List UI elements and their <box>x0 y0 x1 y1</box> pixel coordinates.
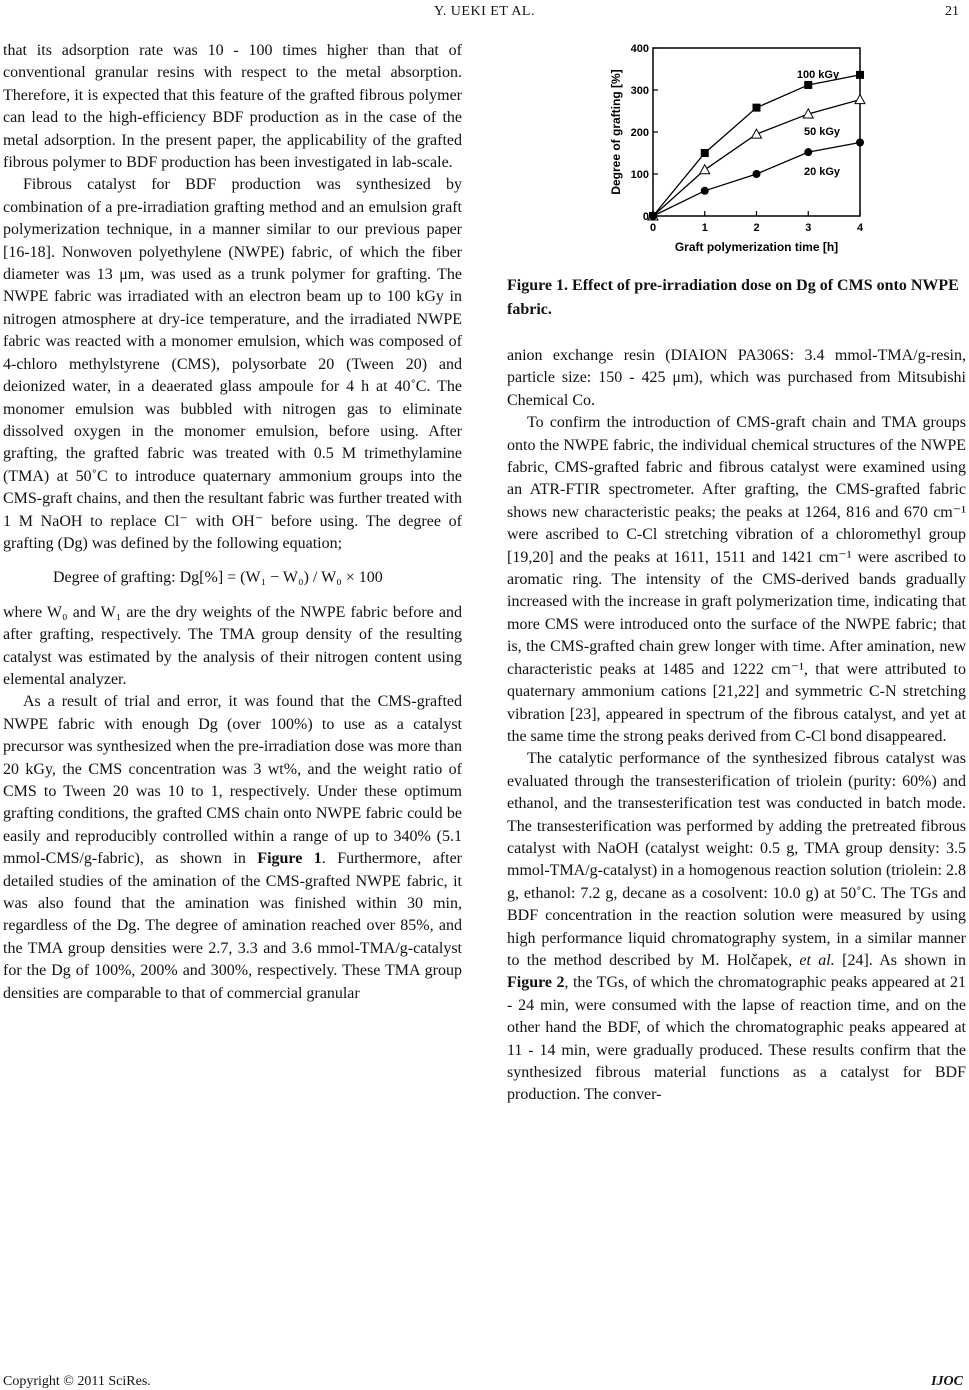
y-tick-label: 100 <box>630 169 649 181</box>
paragraph-weights: where W₀ and W₁ are the dry weights of the NWPE fabric before and after grafting, respectively. The TMA group density of the resulting catalyst was estimated by the analysis of their nitrogen content using elemental analyzer. <box>3 603 462 688</box>
y-axis-label: Degree of grafting [%] <box>609 69 623 195</box>
series-line <box>653 100 860 216</box>
marker-circle <box>804 148 812 156</box>
marker-square <box>804 81 812 89</box>
figure-1 <box>600 40 870 265</box>
catalysis-text-c: , the TGs, of which the chromatographic peaks appeared at 21 - 24 min, were consumed with the lapse of reaction time, and on the other hand the BDF, of which the chromatographic peaks appeared at 11 - 14 min, were gradually produced. These results confirm that the synthesized fibrous material functions as a catalyst for BDF production. The conver- <box>507 974 967 1104</box>
marker-triangle <box>855 95 865 104</box>
series-label: 50 kGy <box>803 126 841 138</box>
x-tick-label: 3 <box>805 222 812 234</box>
grafting-equation: Degree of grafting: Dg[%] = (W₁ − W₀) / W₀ × 100 <box>53 569 383 587</box>
x-tick-label: 4 <box>856 222 864 234</box>
marker-triangle <box>752 129 762 138</box>
x-tick-label: 0 <box>649 222 657 234</box>
y-tick-label: 400 <box>630 43 649 55</box>
x-axis-label: Graft polymerization time [h] <box>674 240 839 254</box>
marker-circle <box>753 170 761 178</box>
x-tick-label: 1 <box>701 222 708 234</box>
marker-square <box>701 149 709 157</box>
paragraph-resin: anion exchange resin (DIAION PA306S: 3.4 mmol-TMA/g-resin, particle size: 150 - 425 μm), which was purchased from Mitsubishi Chemical Co. <box>507 347 966 409</box>
right-column <box>507 345 966 1107</box>
series-line <box>653 143 860 217</box>
paragraph-catalysis <box>507 748 966 1107</box>
y-tick-label: 200 <box>630 127 649 139</box>
marker-square <box>753 104 761 112</box>
marker-circle <box>856 139 864 147</box>
series-label: 100 kGy <box>796 69 840 81</box>
page-number: 21 <box>945 4 959 19</box>
copyright: Copyright © 2011 SciRes. <box>3 1374 151 1389</box>
paragraph-results <box>3 691 462 1005</box>
marker-square <box>856 71 864 79</box>
et-al: et al. <box>799 951 835 969</box>
journal-name: IJOC <box>931 1374 963 1389</box>
y-tick-label: 0 <box>642 211 649 223</box>
grafting-chart <box>600 40 870 265</box>
marker-triangle <box>700 165 710 174</box>
catalysis-text-b: [24]. As shown in <box>834 951 966 969</box>
paragraph-synthesis: Fibrous catalyst for BDF production was synthesized by combination of a pre-irradiation grafting method and an emulsion graft polymerization technique, in a manner similar to our previous paper [16-18]. Nonwoven polyethylene (NWPE) fabric, of which the fiber diameter was 13 μm, was used as a trunk polymer for grafting. The NWPE fabric was irradiated with an electron beam up to 100 kGy in nitrogen atmosphere at dry-ice temperature, and the irradiated NWPE fabric was reacted with a monomer emulsion, which was composed of 4-chloro methylstyrene (CMS), polysorbate 20 (Tween 20) and deionized water, in a deaerated glass ampoule for 4 h at 40˚C. The monomer emulsion was bubbled with nitrogen gas to eliminate dissolved oxygen in the monomer emulsion, before using. After grafting, the grafted fabric was treated with 0.5 M trimethylamine (TMA) at 50˚C to introduce quaternary ammonium groups into the CMS-graft chains, and then the resultant fabric was further treated with 1 M NaOH to replace Cl⁻ with OH⁻ before using. The degree of grafting (Dg) was defined by the following equation; <box>3 176 462 552</box>
marker-circle <box>649 212 657 220</box>
results-text-b: . Furthermore, after detailed studies of the amination of the CMS-grafted NWPE fabric, it was also found that the amination was finished within 30 min, regardless of the Dg. The degree of amination reached over 85%, and the TMA group densities were 2.7, 3.3 and 3.6 mmol-TMA/g-catalyst for the Dg of 100%, 200% and 300%, respectively. These TMA group densities are comparable to that of commercial granular <box>3 850 463 1002</box>
y-tick-label: 300 <box>630 85 649 97</box>
x-tick-label: 2 <box>753 222 760 234</box>
running-title: Y. UEKI ET AL. <box>434 4 535 19</box>
figure-1-caption: Figure 1. Effect of pre-irradiation dose on Dg of CMS onto NWPE fabric. <box>507 277 959 318</box>
results-text-a: As a result of trial and error, it was found that the CMS-grafted NWPE fabric with enough Dg (over 100%) to use as a catalyst precursor was synthesized when the pre-irradiation dose was more than 20 kGy, the CMS concentration was 3 wt%, and the weight ratio of CMS to Tween 20 was 10 to 1, respectively. Under these optimum grafting conditions, the grafted CMS chain onto NWPE fabric could be easily and reproducibly controlled within a range of up to 340% (5.1 mmol-CMS/g-fabric), as shown in <box>3 693 462 868</box>
page-header <box>0 4 969 24</box>
left-column <box>3 40 462 1005</box>
paragraph-intro-end: that its adsorption rate was 10 - 100 times higher than that of conventional granular resins with respect to the metal absorption. Therefore, it is expected that this feature of the grafted fibrous polymer can lead to the high-efficiency BDF production as in the case of the metal adsorption. In the present paper, the applicability of the grafted fibrous polymer to BDF production has been investigated in lab-scale. <box>3 42 462 172</box>
paragraph-ftir: To confirm the introduction of CMS-graft chain and TMA groups onto the NWPE fabric, the individual chemical structures of the NWPE fabric, CMS-grafted fabric and fibrous catalyst were examined using an ATR-FTIR spectrometer. After grafting, the CMS-grafted fabric shows new characteristic peaks; the peaks at 1264, 816 and 670 cm⁻¹ were ascribed to C-Cl stretching vibration of a chloromethyl group [19,20] and the peaks at 1611, 1511 and 1421 cm⁻¹ were ascribed to aromatic ring. The intensity of the CMS-derived bands gradually increased with the increase in graft polymerization time, indicating that more CMS were introduced onto the surface of the NWPE fabric; that is, the CMS-grafted chain grew longer with time. After amination, new characteristic peaks at 1485 and 1222 cm⁻¹, that were attributed to quaternary ammonium cations [21,22] and symmetric C-N stretching vibration [23], appeared in spectrum of the fibrous catalyst, and yet at the same time the strong peaks derived from C-Cl bond disappeared. <box>507 414 966 745</box>
series-line <box>653 75 860 216</box>
figure-1-reference[interactable]: Figure 1 <box>257 850 322 868</box>
marker-circle <box>701 187 709 195</box>
catalysis-text-a: The catalytic performance of the synthesized fibrous catalyst was evaluated through the transesterification of triolein (purity: 60%) and ethanol, and the transesterification test was conducted in batch mode. The transesterification was performed by adding the pretreated fibrous catalyst with NaOH (catalyst weight: 0.5 g, TMA group density: 3.5 mmol-TMA/g-catalyst) in a homogenous reaction solution (triolein: 2.8 g, ethanol: 7.2 g, decane as a cosolvent: 10.0 g) at 50˚C. The TGs and BDF concentration in the reaction solution were measured by using high performance liquid chromatography system, in a similar manner to the method described by M. Holčapek, <box>507 750 966 969</box>
figure-2-reference[interactable]: Figure 2 <box>507 974 565 992</box>
series-label: 20 kGy <box>803 166 841 178</box>
